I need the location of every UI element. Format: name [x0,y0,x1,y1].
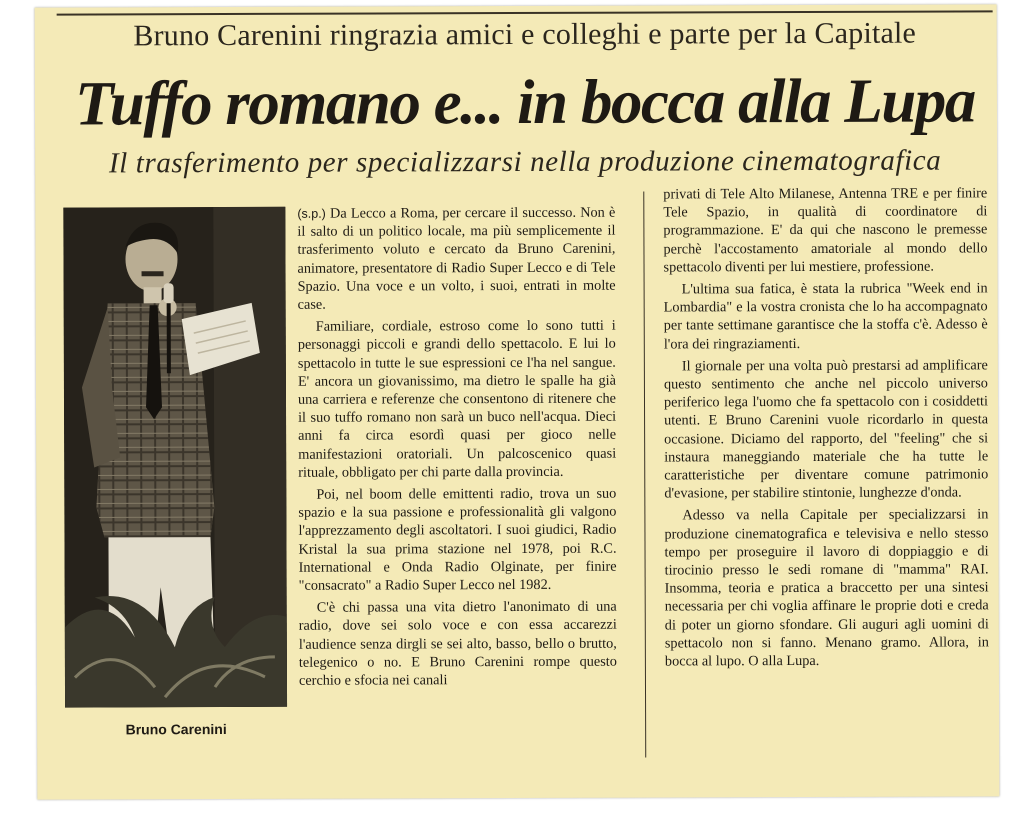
paragraph-3: Poi, nel boom delle emittenti radio, trova un suo spazio e la sua passione e professionalità gli valgono l'apprezzamento degli ascoltatori. I suoi giudici, Radio Kristal la sua prima stazione nel 1978, poi R.C. International e Onda Radio Olginate, per finire "consacrato" a Radio Super Lecco nel 1982. [298,485,617,594]
article-deck: Il trasferimento per specializzarsi nella produzione cinematografica [108,144,942,180]
photo-caption: Bruno Carenini [125,721,227,738]
photo-illustration [63,207,287,708]
byline: (s.p.) [297,206,326,221]
paragraph-8: Adesso va nella Capitale per specializzarsi in produzione cinematografica e televisiva e nello stesso tempo per proseguire il lavoro di doppiaggio e di tirocinio presso le sedi romane di "mamma" RAI. Insomma, teoria e pratica a braccetto per una sintesi necessaria per chi voglia affinare le proprie doti e creda di poter un giorno sfondare. Gli auguri agli uomini di spettacolo non si fanno. Menano gramo. Allora, in bocca al lupo. O alla Lupa. [664,506,989,670]
paragraph-6: L'ultima sua fatica, è stata la rubrica "Week end in Lombardia" e la vostra cronista che lo ha accompagnato per tante settimane garantisce che la stoffa c'è. Adesso è l'ora dei ringraziamenti. [663,280,988,353]
article-column-1 [297,204,617,694]
paragraph-1-text: Da Lecco a Roma, per cercare il successo. Non è il salto di un politico locale, ma più semplicemente il trasferimento voluto e cercato da Bruno Carenini, animatore, presentatore di Radio Super Lecco e di Tele Spazio. Una voce e un volto, i suoi, entrati in molte case. [297,204,616,313]
newspaper-clipping [35,4,1000,799]
paragraph-7: Il giornale per una volta può prestarsi ad amplificare questo sentimento che anche nel piccolo universo periferico lega l'uomo che fa spettacolo con i cosiddetti utenti. E Bruno Carenini vuole ricordarlo in questa occasione. Diciamo del rapporto, del "feeling" che si instaura maneggiando materiale che ha tutte le caratteristiche per diventare comune patrimonio d'evasione, per stabilire stintonie, lunghezze d'onda. [663,357,989,502]
column-divider [643,192,646,758]
article-headline: Tuffo romano e... in bocca alla Lupa [74,65,975,139]
photo-bruno-carenini [63,207,287,708]
paragraph-2: Familiare, cordiale, estroso come lo sono tutti i personaggi piccoli e grandi dello spettacolo. E lui lo spettacolo in tutte le sue espressioni ce l'ha nel sangue. E' ancora un giovanissimo, ma dietro le spalle ha già una carriera e referenze che consentono di ritenere che il suo tuffo romano non sarà un buco nell'acqua. Dieci anni fa circa esordì quasi per gioco nelle manifestazioni oratoriali. Un palcoscenico quasi rituale, obbligato per chi parte dalla provincia. [297,317,617,481]
paragraph-1 [297,204,615,314]
paragraph-5: privati di Tele Alto Milanese, Antenna TRE e per finire Tele Spazio, in qualità di coordinatore di programmazione. E' da qui che nascono le premesse perchè l'accostamento amatoriale al mondo dello spettacolo diventi per lui mestiere, professione. [663,185,988,276]
paragraph-4: C'è chi passa una vita dietro l'anonimato di una radio, dove sei solo voce e con essa accarezzi l'audience senza dirgli se sei alto, basso, bello o brutto, telegenico o no. E Bruno Carenini rompe questo cerchio e sfocia nei canali [298,598,617,689]
article-column-2 [663,184,989,674]
article-kicker: Bruno Carenini ringrazia amici e colleghi e parte per la Capitale [133,16,917,53]
top-rule [57,10,993,15]
